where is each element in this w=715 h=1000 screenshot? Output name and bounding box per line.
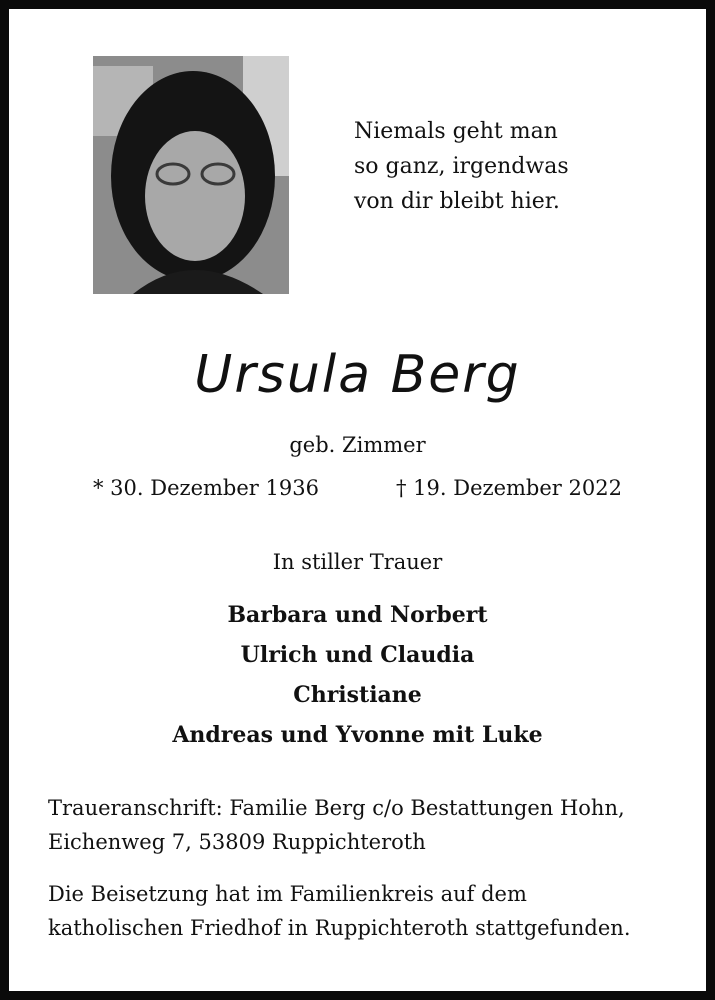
mourning-address	[48, 791, 678, 859]
family-member: Barbara und Norbert	[227, 602, 488, 628]
family-member: Christiane	[293, 682, 422, 708]
family-member: Andreas und Yvonne mit Luke	[172, 722, 543, 748]
death-date: † 19. Dezember 2022	[396, 476, 622, 500]
quote-line: von dir bleibt hier.	[354, 189, 560, 214]
address-line: Traueranschrift: Familie Berg c/o Bestattungen Hohn,	[48, 796, 625, 820]
quote-line: so ganz, irgendwas	[354, 154, 569, 179]
deceased-name: Ursula Berg	[194, 345, 521, 405]
quote-line: Niemals geht man	[354, 119, 558, 144]
address-line: Eichenweg 7, 53809 Ruppichteroth	[48, 830, 426, 854]
family-list	[0, 595, 715, 755]
mourning-intro: In stiller Trauer	[272, 550, 443, 574]
funeral-line: Die Beisetzung hat im Familienkreis auf dem	[48, 882, 527, 906]
funeral-notice	[48, 877, 678, 945]
funeral-line: katholischen Friedhof in Ruppichteroth stattgefunden.	[48, 916, 631, 940]
birth-name: geb. Zimmer	[289, 433, 426, 457]
memorial-quote	[354, 114, 654, 219]
family-member: Ulrich und Claudia	[240, 642, 475, 668]
portrait-photo	[93, 56, 289, 294]
birth-date: * 30. Dezember 1936	[93, 476, 319, 500]
